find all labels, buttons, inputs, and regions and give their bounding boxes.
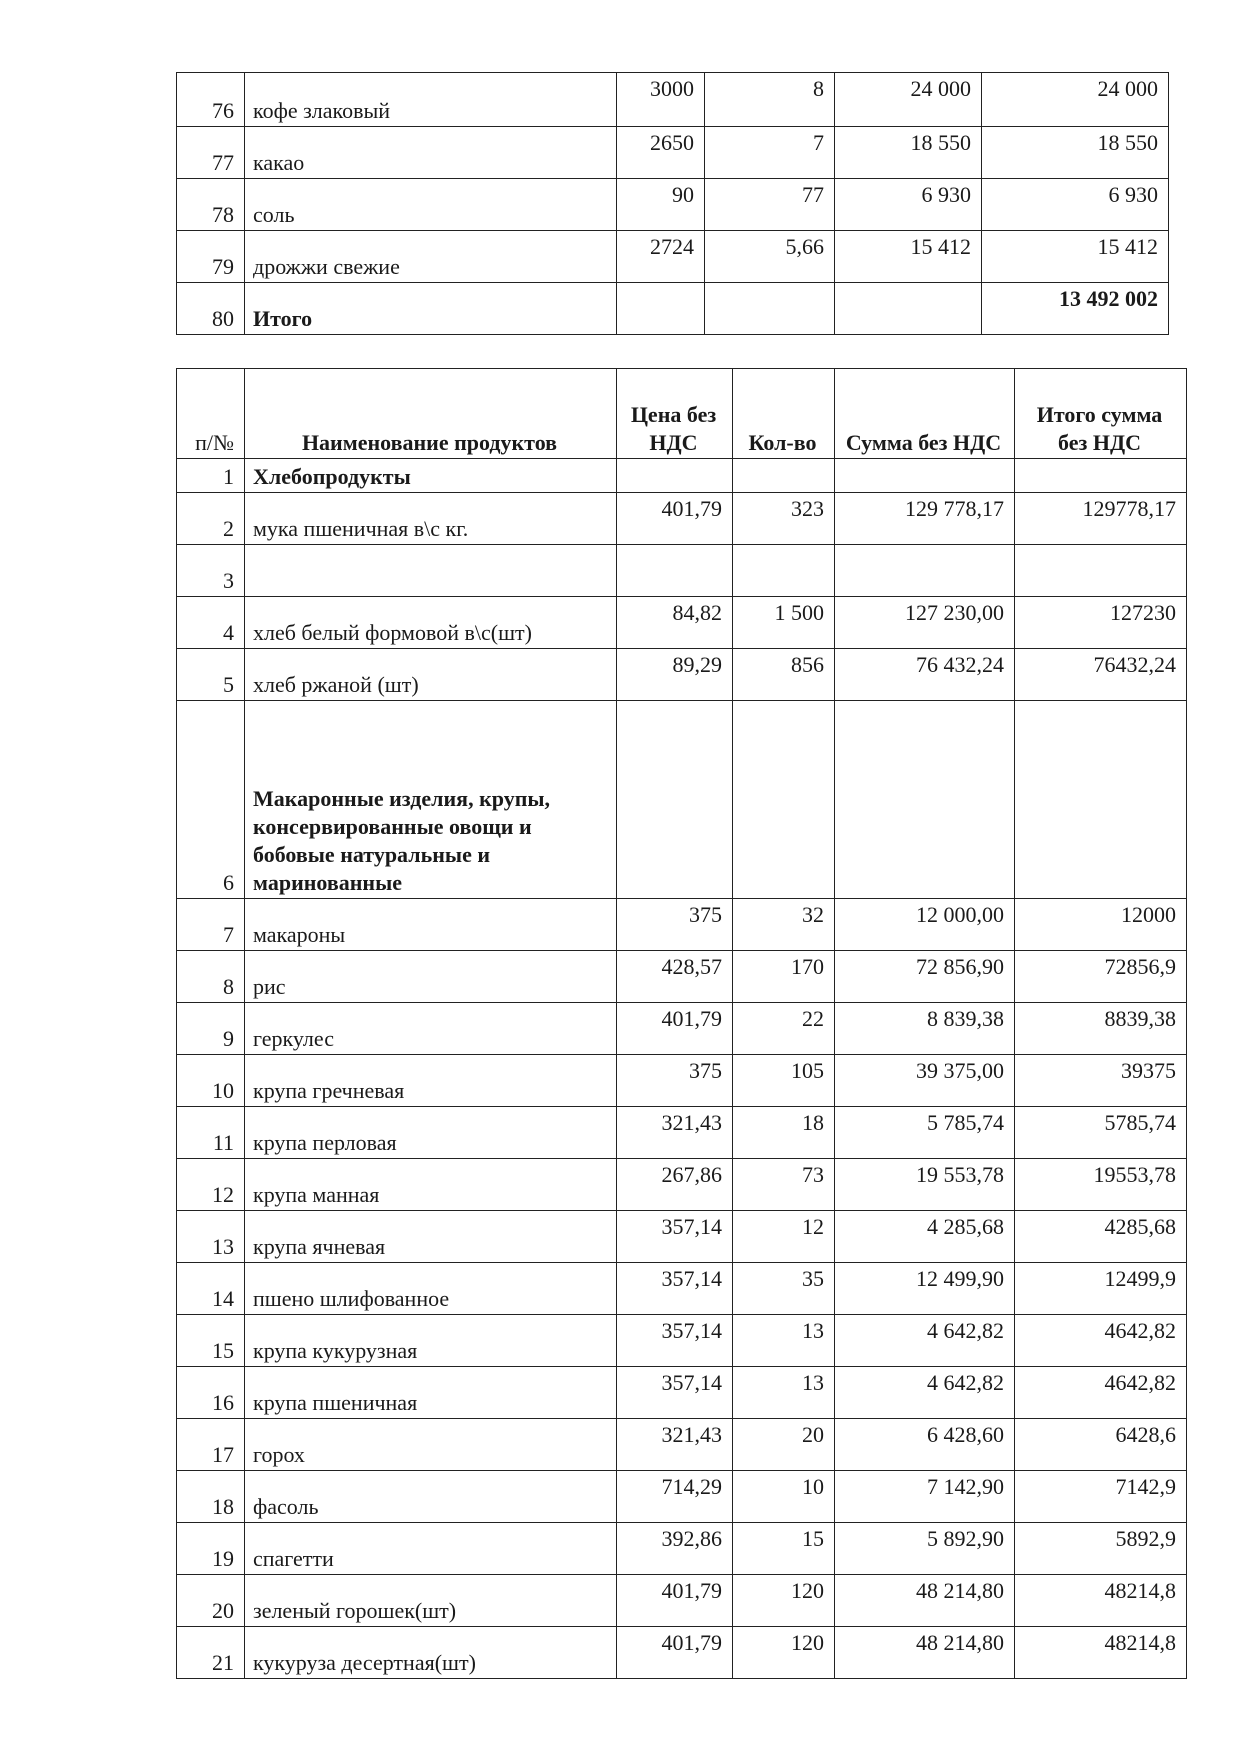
row-num: 19 xyxy=(177,1523,245,1575)
table-row xyxy=(177,649,1187,701)
qty-cell: 35 xyxy=(733,1263,835,1315)
total-cell: 127230 xyxy=(1015,597,1187,649)
table-row xyxy=(177,899,1187,951)
product-name: крупа ячневая xyxy=(245,1211,617,1263)
sum-cell: 6 930 xyxy=(835,179,982,231)
table-row xyxy=(177,1523,1187,1575)
table-row xyxy=(177,1627,1187,1679)
sum-cell xyxy=(835,545,1015,597)
header-sum: Сумма без НДС xyxy=(835,369,1015,459)
row-num: 5 xyxy=(177,649,245,701)
sum-cell: 4 285,68 xyxy=(835,1211,1015,1263)
sum-cell: 15 412 xyxy=(835,231,982,283)
total-cell: 12000 xyxy=(1015,899,1187,951)
sum-cell: 5 892,90 xyxy=(835,1523,1015,1575)
row-num: 11 xyxy=(177,1107,245,1159)
total-cell: 4642,82 xyxy=(1015,1367,1187,1419)
total-cell: 72856,9 xyxy=(1015,951,1187,1003)
product-name: пшено шлифованное xyxy=(245,1263,617,1315)
product-name: крупа пшеничная xyxy=(245,1367,617,1419)
row-num: 16 xyxy=(177,1367,245,1419)
group-title: Макаронные изделия, крупы, консервированные овощи и бобовые натуральные и маринованные xyxy=(245,701,617,899)
sum-cell: 7 142,90 xyxy=(835,1471,1015,1523)
row-num: 20 xyxy=(177,1575,245,1627)
price-cell: 357,14 xyxy=(617,1367,733,1419)
product-name: дрожжи свежие xyxy=(245,231,617,283)
row-num: 12 xyxy=(177,1159,245,1211)
product-name: макароны xyxy=(245,899,617,951)
price-cell: 401,79 xyxy=(617,1003,733,1055)
empty-cell xyxy=(705,283,835,335)
header-price: Цена без НДС xyxy=(617,369,733,459)
price-cell: 401,79 xyxy=(617,1627,733,1679)
qty-cell: 120 xyxy=(733,1627,835,1679)
product-name: рис xyxy=(245,951,617,1003)
total-label: Итого xyxy=(245,283,617,335)
total-cell: 15 412 xyxy=(982,231,1169,283)
table-row xyxy=(177,1367,1187,1419)
row-num: 2 xyxy=(177,493,245,545)
group-title: Хлебопродукты xyxy=(245,459,617,493)
empty-cell xyxy=(1015,701,1187,899)
sum-cell: 18 550 xyxy=(835,127,982,179)
sum-cell: 4 642,82 xyxy=(835,1367,1015,1419)
row-num: 7 xyxy=(177,899,245,951)
total-cell: 24 000 xyxy=(982,73,1169,127)
total-cell: 39375 xyxy=(1015,1055,1187,1107)
table1-body xyxy=(177,73,1169,335)
sum-cell: 24 000 xyxy=(835,73,982,127)
qty-cell: 323 xyxy=(733,493,835,545)
product-name: спагетти xyxy=(245,1523,617,1575)
qty-cell: 77 xyxy=(705,179,835,231)
product-name xyxy=(245,545,617,597)
table-row xyxy=(177,1055,1187,1107)
price-cell: 392,86 xyxy=(617,1523,733,1575)
sum-cell: 12 499,90 xyxy=(835,1263,1015,1315)
sum-cell: 19 553,78 xyxy=(835,1159,1015,1211)
qty-cell: 18 xyxy=(733,1107,835,1159)
table-row xyxy=(177,1575,1187,1627)
header-qty: Кол-во xyxy=(733,369,835,459)
table-row xyxy=(177,1159,1187,1211)
price-cell: 2650 xyxy=(617,127,705,179)
row-num: 21 xyxy=(177,1627,245,1679)
sum-cell: 39 375,00 xyxy=(835,1055,1015,1107)
qty-cell: 12 xyxy=(733,1211,835,1263)
empty-cell xyxy=(733,701,835,899)
sum-cell: 48 214,80 xyxy=(835,1575,1015,1627)
row-num: 17 xyxy=(177,1419,245,1471)
price-cell: 357,14 xyxy=(617,1263,733,1315)
sum-cell: 129 778,17 xyxy=(835,493,1015,545)
table-row xyxy=(177,951,1187,1003)
empty-cell xyxy=(835,701,1015,899)
qty-cell xyxy=(733,545,835,597)
table-header-row xyxy=(177,369,1187,459)
product-name: какао xyxy=(245,127,617,179)
price-cell: 321,43 xyxy=(617,1419,733,1471)
product-name: кукуруза десертная(шт) xyxy=(245,1627,617,1679)
qty-cell: 22 xyxy=(733,1003,835,1055)
table-row xyxy=(177,1315,1187,1367)
product-name: горох xyxy=(245,1419,617,1471)
row-num: 80 xyxy=(177,283,245,335)
qty-cell: 105 xyxy=(733,1055,835,1107)
qty-cell: 8 xyxy=(705,73,835,127)
product-name: хлеб ржаной (шт) xyxy=(245,649,617,701)
total-cell: 48214,8 xyxy=(1015,1627,1187,1679)
row-num: 4 xyxy=(177,597,245,649)
group-row-pasta-cereals xyxy=(177,701,1187,899)
table-row xyxy=(177,545,1187,597)
total-cell xyxy=(1015,545,1187,597)
price-cell: 357,14 xyxy=(617,1315,733,1367)
sum-cell: 48 214,80 xyxy=(835,1627,1015,1679)
row-num: 9 xyxy=(177,1003,245,1055)
qty-cell: 13 xyxy=(733,1315,835,1367)
product-name: кофе злаковый xyxy=(245,73,617,127)
table-row xyxy=(177,493,1187,545)
header-name: Наименование продуктов xyxy=(245,369,617,459)
product-name: геркулес xyxy=(245,1003,617,1055)
row-num: 78 xyxy=(177,179,245,231)
price-cell: 714,29 xyxy=(617,1471,733,1523)
table-row xyxy=(177,1419,1187,1471)
row-num: 8 xyxy=(177,951,245,1003)
price-cell: 375 xyxy=(617,1055,733,1107)
row-num: 76 xyxy=(177,73,245,127)
price-cell: 267,86 xyxy=(617,1159,733,1211)
row-num: 13 xyxy=(177,1211,245,1263)
price-cell: 321,43 xyxy=(617,1107,733,1159)
row-num: 6 xyxy=(177,701,245,899)
price-cell: 3000 xyxy=(617,73,705,127)
qty-cell: 856 xyxy=(733,649,835,701)
row-num: 10 xyxy=(177,1055,245,1107)
total-cell: 8839,38 xyxy=(1015,1003,1187,1055)
qty-cell: 32 xyxy=(733,899,835,951)
empty-cell xyxy=(835,283,982,335)
row-num: 77 xyxy=(177,127,245,179)
total-cell: 18 550 xyxy=(982,127,1169,179)
products-table-continued xyxy=(176,72,1169,335)
total-cell: 48214,8 xyxy=(1015,1575,1187,1627)
sum-cell: 5 785,74 xyxy=(835,1107,1015,1159)
table-row xyxy=(177,1211,1187,1263)
total-cell: 76432,24 xyxy=(1015,649,1187,701)
price-cell: 84,82 xyxy=(617,597,733,649)
table2-body xyxy=(177,459,1187,1679)
table-row xyxy=(177,179,1169,231)
row-num: 1 xyxy=(177,459,245,493)
sum-cell: 6 428,60 xyxy=(835,1419,1015,1471)
row-num: 3 xyxy=(177,545,245,597)
empty-cell xyxy=(617,283,705,335)
sum-cell: 76 432,24 xyxy=(835,649,1015,701)
qty-cell: 10 xyxy=(733,1471,835,1523)
qty-cell: 73 xyxy=(733,1159,835,1211)
price-cell xyxy=(617,545,733,597)
product-name: крупа кукурузная xyxy=(245,1315,617,1367)
qty-cell: 13 xyxy=(733,1367,835,1419)
header-total: Итого сумма без НДС xyxy=(1015,369,1187,459)
total-cell: 129778,17 xyxy=(1015,493,1187,545)
sum-cell: 8 839,38 xyxy=(835,1003,1015,1055)
row-num: 14 xyxy=(177,1263,245,1315)
table-row xyxy=(177,1107,1187,1159)
table-row xyxy=(177,1003,1187,1055)
product-name: хлеб белый формовой в\с(шт) xyxy=(245,597,617,649)
table-row xyxy=(177,73,1169,127)
total-cell: 19553,78 xyxy=(1015,1159,1187,1211)
products-table xyxy=(176,368,1187,1679)
sum-cell: 4 642,82 xyxy=(835,1315,1015,1367)
total-cell: 6428,6 xyxy=(1015,1419,1187,1471)
product-name: крупа перловая xyxy=(245,1107,617,1159)
product-name: соль xyxy=(245,179,617,231)
sum-cell: 72 856,90 xyxy=(835,951,1015,1003)
price-cell: 401,79 xyxy=(617,493,733,545)
table-row xyxy=(177,597,1187,649)
row-num: 15 xyxy=(177,1315,245,1367)
price-cell: 90 xyxy=(617,179,705,231)
qty-cell: 5,66 xyxy=(705,231,835,283)
total-cell: 7142,9 xyxy=(1015,1471,1187,1523)
price-cell: 428,57 xyxy=(617,951,733,1003)
table-row xyxy=(177,127,1169,179)
qty-cell: 170 xyxy=(733,951,835,1003)
product-name: зеленый горошек(шт) xyxy=(245,1575,617,1627)
qty-cell: 15 xyxy=(733,1523,835,1575)
price-cell: 89,29 xyxy=(617,649,733,701)
product-name: фасоль xyxy=(245,1471,617,1523)
price-cell: 357,14 xyxy=(617,1211,733,1263)
qty-cell: 120 xyxy=(733,1575,835,1627)
table-row xyxy=(177,1263,1187,1315)
row-num: 18 xyxy=(177,1471,245,1523)
product-name: крупа гречневая xyxy=(245,1055,617,1107)
total-cell: 4642,82 xyxy=(1015,1315,1187,1367)
sum-cell: 12 000,00 xyxy=(835,899,1015,951)
total-cell: 4285,68 xyxy=(1015,1211,1187,1263)
total-cell: 5785,74 xyxy=(1015,1107,1187,1159)
total-row xyxy=(177,283,1169,335)
product-name: крупа манная xyxy=(245,1159,617,1211)
price-cell: 401,79 xyxy=(617,1575,733,1627)
qty-cell: 1 500 xyxy=(733,597,835,649)
total-cell: 5892,9 xyxy=(1015,1523,1187,1575)
grand-total-value: 13 492 002 xyxy=(982,283,1169,335)
table-row xyxy=(177,231,1169,283)
total-cell: 12499,9 xyxy=(1015,1263,1187,1315)
sum-cell: 127 230,00 xyxy=(835,597,1015,649)
row-num: 79 xyxy=(177,231,245,283)
price-cell: 375 xyxy=(617,899,733,951)
table-row xyxy=(177,1471,1187,1523)
total-cell: 6 930 xyxy=(982,179,1169,231)
empty-cell xyxy=(617,701,733,899)
qty-cell: 7 xyxy=(705,127,835,179)
header-num: п/№ xyxy=(177,369,245,459)
price-cell: 2724 xyxy=(617,231,705,283)
group-row-breadproducts xyxy=(177,459,1187,493)
qty-cell: 20 xyxy=(733,1419,835,1471)
product-name: мука пшеничная в\с кг. xyxy=(245,493,617,545)
